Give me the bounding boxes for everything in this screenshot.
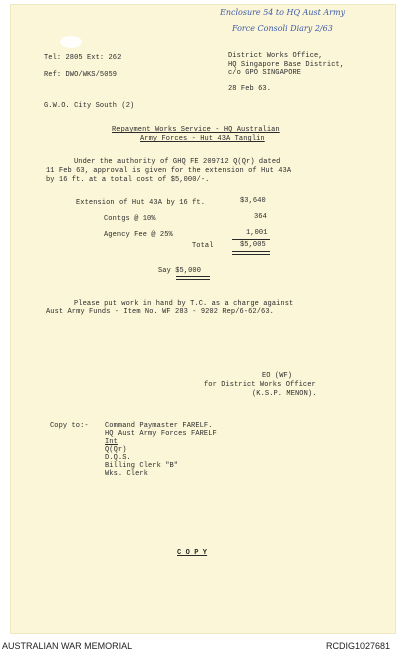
copy-to-item: HQ Aust Army Forces FARELF: [105, 430, 217, 438]
cost-row-label: Extension of Hut 43A by 16 ft.: [76, 199, 206, 207]
total-amount: $5,005: [240, 241, 266, 249]
office-address-line3: c/o GPO SINGAPORE: [228, 69, 302, 77]
reference-line: Ref: DWO/WKS/5059: [44, 71, 118, 79]
subject-line1: Repayment Works Service - HQ Australian: [112, 126, 280, 134]
office-address-line2: HQ Singapore Base District,: [228, 61, 345, 69]
signature-for-line: for District Works Officer: [204, 381, 316, 389]
total-rule-1: [232, 251, 270, 252]
addressee: G.W.O. City South (2): [44, 102, 135, 110]
copy-to-item: Wks. Clerk: [105, 470, 149, 478]
signature-name: (K.S.P. MENON).: [252, 390, 317, 398]
say-rule-1: [176, 276, 210, 277]
copy-heading-bottom: C O P Y: [177, 549, 208, 557]
body-para2-line2: Aust Army Funds - Item No. WF 283 - 9202 Rep/6-62/63.: [46, 308, 274, 316]
cost-row-amount: 364: [254, 213, 267, 221]
letter-date: 28 Feb 63.: [228, 85, 272, 93]
footer-record-id: RCDIG1027681: [326, 641, 391, 651]
copy-to-item: Int: [105, 438, 118, 446]
office-address-line1: District Works Office,: [228, 52, 323, 60]
copy-to-item: Billing Clerk "B": [105, 462, 179, 470]
telephone-line: Tel: 2805 Ext: 262: [44, 54, 122, 62]
cost-row-label: Agency Fee @ 25%: [104, 231, 173, 239]
punch-hole: [60, 36, 82, 48]
cost-row-label: Contgs @ 10%: [104, 215, 156, 223]
total-label: Total: [192, 242, 214, 250]
total-rule-2: [232, 254, 270, 255]
body-para1-line1: Under the authority of GHQ FE 209712 Q(Qr) dated: [74, 158, 281, 166]
say-rule-2: [176, 279, 210, 280]
copy-to-item: Q(Qr): [105, 446, 127, 454]
body-para1-line2: 11 Feb 63, approval is given for the extension of Hut 43A: [46, 167, 292, 175]
say-amount: Say $5,000: [158, 267, 202, 275]
signature-title: EO (WF): [262, 372, 293, 380]
document-page: [10, 4, 396, 634]
subtotal-rule: [232, 239, 270, 240]
subject-line2: Army Forces - Hut 43A Tanglin: [140, 135, 265, 143]
handwritten-annotation-line1: Enclosure 54 to HQ Aust Army: [220, 8, 346, 17]
cost-row-amount: $3,640: [240, 197, 266, 205]
footer-source: AUSTRALIAN WAR MEMORIAL: [2, 641, 133, 651]
copy-to-item: Command Paymaster FARELF.: [105, 422, 213, 430]
copy-to-item: D.Q.S.: [105, 454, 131, 462]
body-para2-line1: Please put work in hand by T.C. as a charge against: [74, 300, 294, 308]
handwritten-annotation-line2: Force Consoli Diary 2/63: [232, 24, 333, 33]
cost-row-amount: 1,001: [246, 229, 268, 237]
copy-to-label: Copy to:-: [50, 422, 89, 430]
body-para1-line3: by 16 ft. at a total cost of $5,000/-.: [46, 176, 210, 184]
